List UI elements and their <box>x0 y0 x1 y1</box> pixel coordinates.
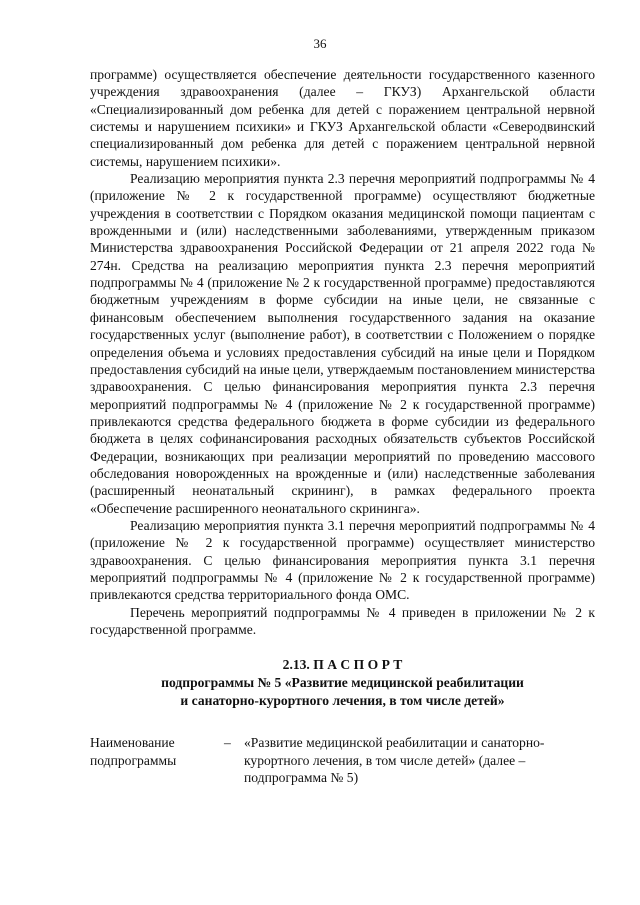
passport-label: Наименование подпрограммы <box>90 735 177 768</box>
paragraph-2: Реализацию мероприятия пункта 2.3 перечня мероприятий подпрограммы № 4 (приложение № 2 к государственной программе) осуществляют бюджетные учреждения в соответствии с Порядком оказания медицинской помощи пациентам с врожденными и (или) наследственными заболеваниями, утвержденным приказом Министерства здравоохранения Российской Федерации от 21 апреля 2022 года № 274н. Средства на реализацию мероприятия пункта 2.3 перечня мероприятий подпрограммы № 4 (приложение № 2 к государственной программе) предоставляются бюджетным учреждениям в форме субсидии на иные цели, не связанные с финансовым обеспечением выполнения государственного задания на оказание государственных услуг (выполнение работ), в соответствии с Положением о порядке определения объема и условиях предоставления субсидий на иные цели и Порядком предоставления субсидий на иные цели, утверждаемым постановлением министерства здравоохранения. С целью финансирования мероприятия пункта 2.3 перечня мероприятий подпрограммы № 4 (приложение № 2 к государственной программе) привлекаются средства федерального бюджета в форме субсидии из федерального бюджета в целях софинансирования расходных обязательств субъектов Российской Федерации, возникающих при реализации мероприятий по проведению массового обследования новорожденных на врожденные и (или) наследственные заболевания (расширенный неонатальный скрининг), в рамках федерального проекта «Обеспечение расширенного неонатального скрининга». <box>90 171 595 516</box>
section-subtitle-line-2: и санаторно-курортного лечения, в том числе детей» <box>180 693 505 709</box>
document-body <box>90 66 595 786</box>
passport-value: «Развитие медицинской реабилитации и санаторно-курортного лечения, в том числе детей» (далее – подпрограмма № 5) <box>244 735 545 786</box>
paragraph-4: Перечень мероприятий подпрограммы № 4 приведен в приложении № 2 к государственной программе. <box>90 604 595 637</box>
paragraph-3: Реализацию мероприятия пункта 3.1 перечня мероприятий подпрограммы № 4 (приложение № 2 к государственной программе) осуществляет министерство здравоохранения. С целью финансирования мероприятия пункта 3.1 перечня мероприятий подпрограммы № 4 (приложение № 2 к государственной программе) привлекаются средства территориального фонда ОМС. <box>90 517 595 603</box>
section-heading <box>90 656 595 710</box>
section-subtitle-line-1: подпрограммы № 5 «Развитие медицинской реабилитации <box>161 675 524 691</box>
passport-row-name <box>90 734 595 786</box>
page-number: 36 <box>313 36 327 51</box>
passport-dash: – <box>224 735 231 751</box>
paragraph-1: программе) осуществляется обеспечение деятельности государственного казенного учреждения здравоохранения (далее – ГКУЗ) Архангельской области «Специализированный дом ребенка для детей с поражением центральной нервной системы и нарушением психики» и ГКУЗ Архангельской области «Северодвинский специализированный дом ребенка для детей с поражением центральной нервной системы, нарушением психики». <box>90 67 595 169</box>
section-title: 2.13. П А С П О Р Т <box>282 657 403 673</box>
